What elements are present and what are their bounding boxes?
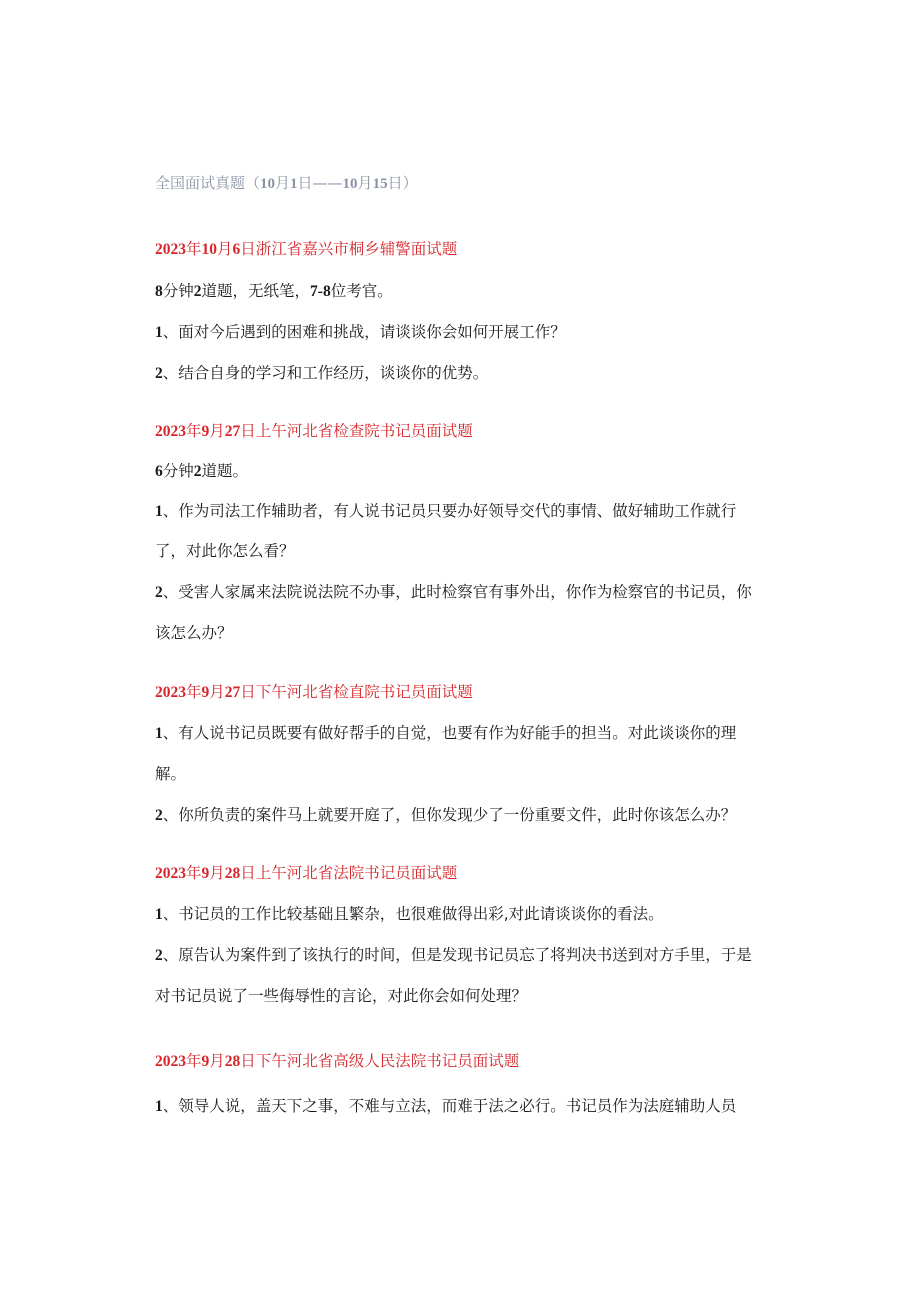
section-heading: 2023年9月27日上午河北省检查院书记员面试题 <box>155 422 473 440</box>
question-continuation: 了，对此你怎么看？ <box>155 542 295 560</box>
question-continuation: 解。 <box>155 765 187 783</box>
section-heading: 2023年9月28日下午河北省高级人民法院书记员面试题 <box>155 1052 520 1070</box>
document-title: 全国面试真题（10月1日——10月15日） <box>155 174 418 192</box>
section-heading: 2023年10月6日浙江省嘉兴市桐乡辅警面试题 <box>155 240 458 258</box>
section-heading: 2023年9月27日下午河北省检直院书记员面试题 <box>155 683 473 701</box>
question: 2、原告认为案件到了该执行的时间，但是发现书记员忘了将判决书送到对方手里，于是 <box>155 946 752 964</box>
question: 1、书记员的工作比较基础且繁杂，也很难做得出彩,对此请谈谈你的看法。 <box>155 905 664 923</box>
question-continuation: 对书记员说了一些侮辱性的言论，对此你会如何处理？ <box>155 987 528 1005</box>
exam-format: 8分钟2道题，无纸笔，7-8位考官。 <box>155 282 393 300</box>
exam-format: 6分钟2道题。 <box>155 462 249 480</box>
question: 2、受害人家属来法院说法院不办事，此时检察官有事外出，你作为检察官的书记员，你 <box>155 583 752 601</box>
question: 1、领导人说，盖天下之事，不难与立法，而难于法之必行。书记员作为法庭辅助人员 <box>155 1097 737 1115</box>
question: 2、你所负责的案件马上就要开庭了，但你发现少了一份重要文件，此时你该怎么办？ <box>155 806 737 824</box>
question: 2、结合自身的学习和工作经历，谈谈你的优势。 <box>155 364 489 382</box>
question: 1、作为司法工作辅助者，有人说书记员只要办好领导交代的事情、做好辅助工作就行 <box>155 502 737 520</box>
question-continuation: 该怎么办？ <box>155 624 233 642</box>
question: 1、有人说书记员既要有做好帮手的自觉，也要有作为好能手的担当。对此谈谈你的理 <box>155 724 737 742</box>
question: 1、面对今后遇到的困难和挑战，请谈谈你会如何开展工作？ <box>155 323 566 341</box>
section-heading: 2023年9月28日上午河北省法院书记员面试题 <box>155 864 458 882</box>
